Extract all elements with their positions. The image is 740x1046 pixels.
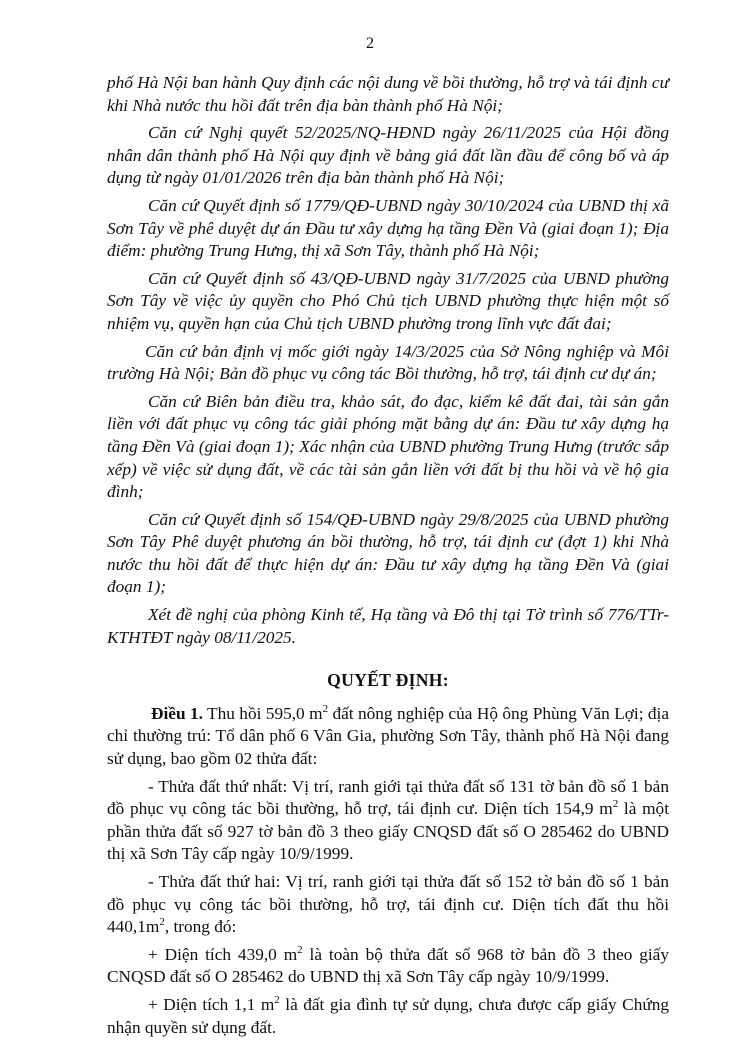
parcel-1-paragraph — [107, 776, 669, 866]
sub-item-1-text-a: + Diện tích 439,0 m — [148, 944, 298, 964]
sub-item-2-text-b: là đất gia đình tự sử dụng, chưa được cấp giấy Chứng nhận quyền sử dụng đất. — [107, 994, 669, 1037]
sub-item-1 — [107, 944, 669, 989]
preamble-paragraph: Căn cứ Quyết định số 1779/QĐ-UBND ngày 30/10/2024 của UBND thị xã Sơn Tây về phê duyệt dự án Đầu tư xây dựng hạ tầng Đền Và (giai đoạn 1); Địa điểm: phường Trung Hưng, thị xã Sơn Tây, thành phố Hà Nội; — [107, 195, 669, 261]
preamble-paragraph: Căn cứ Quyết định số 154/QĐ-UBND ngày 29/8/2025 của UBND phường Sơn Tây Phê duyệt phương án bồi thường, hỗ trợ, tái định cư (đợt 1) khi Nhà nước thu hồi đất để thực hiện dự án: Đầu tư xây dựng hạ tầng Đền Và (giai đoạn 1); — [107, 509, 669, 597]
article-intro-a: Thu hồi 595,0 m — [202, 703, 323, 723]
sub-item-1-text-b: là toàn bộ thửa đất số 968 tờ bản đồ 3 theo giấy CNQSD đất số O 285462 do UBND thị xã Sơn Tây cấp ngày 10/9/1999. — [107, 944, 669, 987]
article-intro-b: đất nông nghiệp của Hộ ông Phùng Văn Lợi; địa chỉ thường trú: Tổ dân phố 6 Vân Gia, phường Sơn Tây, thành phố Hà Nội đang sử dụng, bao gồm 02 thửa đất: — [107, 703, 670, 769]
article-label: Điều 1. — [151, 703, 203, 723]
preamble-paragraph: Căn cứ Nghị quyết 52/2025/NQ-HĐND ngày 26/11/2025 của Hội đồng nhân dân thành phố Hà Nội quy định về bảng giá đất lần đầu để công bố và áp dụng từ ngày 01/01/2026 trên địa bàn thành phố Hà Nội; — [107, 123, 669, 188]
superscript: 2 — [297, 944, 303, 957]
preamble-paragraph: Xét đề nghị của phòng Kinh tế, Hạ tầng và Đô thị tại Tờ trình số 776/TTr-KTHTĐT ngày 08/11/2025. — [107, 605, 669, 647]
superscript: 2 — [274, 994, 280, 1007]
sub-item-2-text-a: + Diện tích 1,1 m — [148, 994, 275, 1014]
preamble-paragraph: Căn cứ Quyết định số 43/QĐ-UBND ngày 31/7/2025 của UBND phường Sơn Tây về việc ủy quyền cho Phó Chủ tịch UBND phường thực hiện một số nhiệm vụ, quyền hạn của Chủ tịch UBND phường trong lĩnh vực đất đai; — [107, 268, 669, 333]
preamble-paragraph: Căn cứ bản định vị mốc giới ngày 14/3/2025 của Sở Nông nghiệp và Môi trường Hà Nội; Bản đồ phục vụ công tác Bồi thường, hỗ trợ, tái định cư dự án; — [107, 341, 669, 384]
document-body — [107, 72, 669, 1044]
superscript: 2 — [612, 798, 619, 811]
preamble-paragraph: Căn cứ Biên bản điều tra, khảo sát, đo đạc, kiểm kê đất đai, tài sản gắn liền với đất phục vụ công tác giải phóng mặt bằng dự án: Đầu tư xây dựng hạ tầng Đền Và (giai đoạn 1); Xác nhận của UBND phường Trung Hưng (trước sắp xếp) về việc sử dụng đất, về các tài sản gắn liền với đất bị thu hồi và về hộ gia đình; — [107, 391, 669, 502]
parcel-1-text-a: - Thửa đất thứ nhất: Vị trí, ranh giới tại thửa đất số 131 tờ bản đồ số 1 bản đồ phục vụ công tác bồi thường, hỗ trợ, tái định cư. Diện tích 154,9 m — [107, 776, 669, 819]
superscript: 2 — [159, 916, 165, 929]
preamble-paragraph: phố Hà Nội ban hành Quy định các nội dung về bồi thường, hỗ trợ và tái định cư khi Nhà nước thu hồi đất trên địa bàn thành phố Hà Nội; — [107, 73, 669, 115]
article-1-paragraph — [107, 703, 669, 771]
superscript: 2 — [322, 703, 329, 716]
sub-item-2 — [107, 994, 669, 1039]
parcel-2-paragraph — [107, 871, 669, 939]
parcel-2-text-a: - Thửa đất thứ hai: Vị trí, ranh giới tại thửa đất số 152 tờ bản đồ số 1 bản đồ phục vụ công tác bồi thường, hỗ trợ, tái định cư. Diện tích đất thu hồi 440,1m — [107, 872, 669, 937]
page-number: 2 — [366, 35, 374, 52]
decision-heading: QUYẾT ĐỊNH: — [327, 670, 449, 691]
parcel-2-text-b: , trong đó: — [164, 917, 237, 937]
parcel-1-text-b: là một phần thửa đất số 927 tờ bản đồ 3 theo giấy CNQSD đất số O 285462 do UBND thị xã Sơn Tây cấp ngày 10/9/1999. — [107, 799, 670, 864]
